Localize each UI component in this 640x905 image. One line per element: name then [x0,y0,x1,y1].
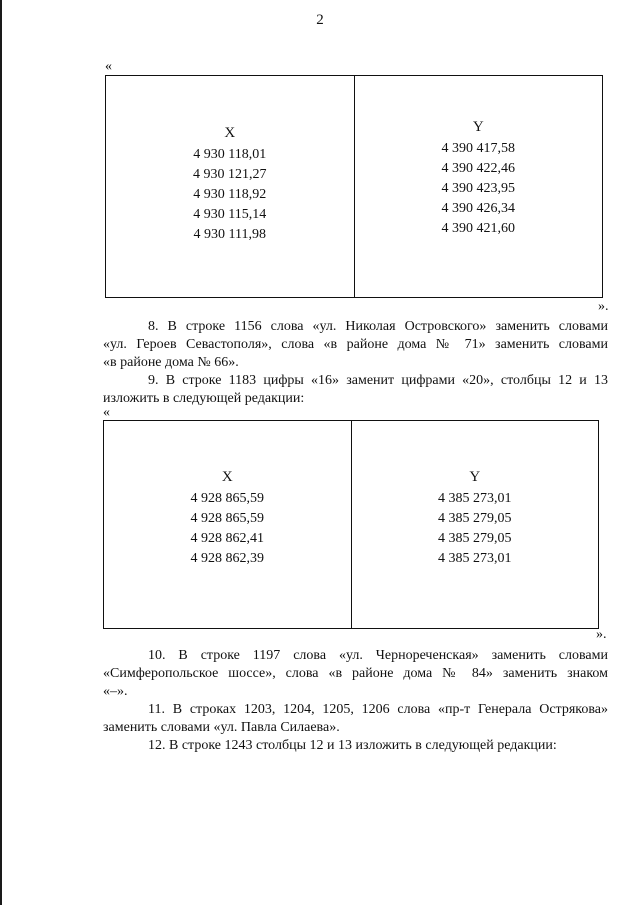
x-value: 4 930 111,98 [193,226,266,242]
paragraph-8-line-1: 8. В строке 1156 слова «ул. Николая Островского» заменить словами [148,319,608,334]
paragraph-8-line-2: «ул. Героев Севастополя», слова «в районе дома № 71» заменить словами [103,337,608,352]
paragraph-10-line-3: «–». [103,684,128,699]
paragraph-11-line-1: 11. В строках 1203, 1204, 1205, 1206 слова «пр-т Генерала Острякова» [148,702,608,717]
y-value: 4 385 273,01 [438,550,512,566]
y-value: 4 390 422,46 [441,160,515,176]
coordinates-table-1 [105,75,603,298]
x-value: 4 928 862,41 [190,530,264,546]
close-quote-1: ». [598,299,609,314]
open-quote-2: « [103,405,110,420]
y-column [351,421,599,628]
x-value: 4 930 121,27 [193,166,267,182]
y-value: 4 385 273,01 [438,490,512,506]
x-value: 4 928 865,59 [190,510,264,526]
paragraph-11-line-2: заменить словами «ул. Павла Силаева». [103,720,340,735]
paragraph-12-line-1: 12. В строке 1243 столбцы 12 и 13 изложить в следующей редакции: [148,738,557,753]
x-column [106,76,354,297]
y-header: Y [469,468,481,485]
y-value: 4 390 423,95 [441,180,515,196]
y-value: 4 385 279,05 [438,530,512,546]
paragraph-9-line-2: изложить в следующей редакции: [103,391,305,406]
page-number: 2 [316,12,324,28]
y-value: 4 390 417,58 [441,140,515,156]
y-value: 4 390 426,34 [441,200,515,216]
paragraph-9-line-1: 9. В строке 1183 цифры «16» заменит цифрами «20», столбцы 12 и 13 [148,373,608,388]
x-value: 4 930 115,14 [193,206,267,222]
y-header: Y [472,118,484,135]
y-column [354,76,603,297]
x-value: 4 928 865,59 [190,490,264,506]
y-value: 4 385 279,05 [438,510,512,526]
page-left-edge [0,0,2,905]
x-column [104,421,351,628]
x-value: 4 928 862,39 [190,550,264,566]
paragraph-10-line-1: 10. В строке 1197 слова «ул. Чернореченская» заменить словами [148,648,608,663]
coordinates-table-2 [103,420,599,629]
y-value: 4 390 421,60 [441,220,515,236]
close-quote-2: ». [596,627,607,642]
paragraph-10-line-2: «Симферопольское шоссе», слова «в районе дома № 84» заменить знаком [103,666,608,681]
x-header: X [224,124,236,141]
open-quote-1: « [105,59,112,74]
paragraph-8-line-3: «в районе дома № 66». [103,355,239,370]
x-value: 4 930 118,01 [193,146,267,162]
x-header: X [221,468,233,485]
x-value: 4 930 118,92 [193,186,267,202]
